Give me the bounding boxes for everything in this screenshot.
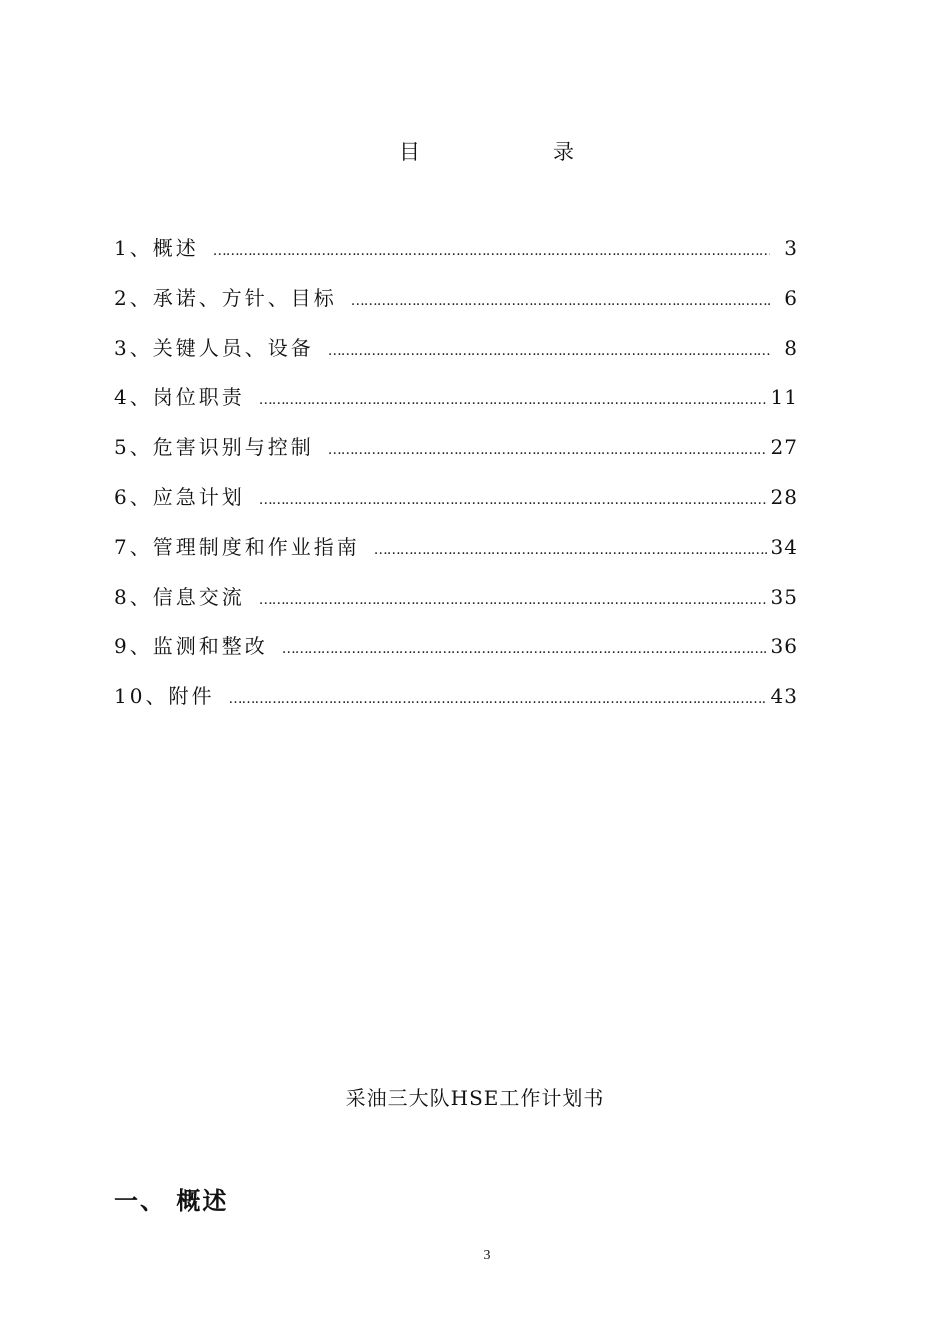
toc-entry[interactable] — [114, 332, 798, 382]
toc-title-left: 目 — [399, 140, 420, 164]
toc-entry-label: 承诺、方针、目标 — [152, 285, 337, 310]
toc-dot-leader — [328, 442, 767, 458]
toc-entry-page: 3 — [784, 236, 798, 260]
toc-entry-page: 6 — [784, 285, 798, 310]
toc-dot-leader — [282, 641, 767, 657]
toc-dot-leader — [259, 392, 767, 408]
toc-entry-number: 5、 — [114, 435, 153, 460]
toc-dot-leader — [351, 293, 770, 309]
toc-entry-number: 3、 — [114, 335, 153, 360]
toc-entry-page: 11 — [770, 385, 798, 410]
toc-entry[interactable] — [114, 531, 798, 581]
toc-dot-leader — [228, 691, 766, 707]
toc-entry-number: 4、 — [114, 385, 153, 410]
toc-entry[interactable] — [114, 381, 798, 431]
toc-title — [0, 136, 950, 168]
toc-entry-label: 关键人员、设备 — [152, 335, 314, 360]
toc-entry-page: 27 — [770, 435, 798, 460]
toc-entry[interactable] — [114, 232, 798, 282]
toc-entry-page: 36 — [770, 634, 798, 659]
toc-entry-label: 概述 — [152, 236, 199, 260]
toc-dot-leader — [328, 343, 770, 359]
toc-entry-number: 7、 — [114, 534, 153, 559]
toc-entry-label: 信息交流 — [152, 584, 245, 609]
toc-entry-label: 监测和整改 — [152, 634, 268, 659]
toc-entry[interactable] — [114, 431, 798, 481]
toc-dot-leader — [259, 492, 767, 508]
toc-dot-leader — [213, 243, 770, 259]
toc-entry[interactable] — [114, 581, 798, 631]
toc-entry[interactable] — [114, 680, 798, 730]
toc-entry-page: 28 — [770, 484, 798, 509]
toc-entry-number: 6、 — [114, 484, 153, 509]
page-number: 3 — [483, 1248, 491, 1263]
toc-dot-leader — [374, 542, 767, 558]
toc-entry-page: 35 — [770, 584, 798, 609]
toc-entry-page: 8 — [784, 335, 798, 360]
toc-entry-label: 岗位职责 — [152, 385, 245, 410]
plan-title: 采油三大队HSE工作计划书 — [345, 1086, 605, 1110]
toc-entry[interactable] — [114, 630, 798, 680]
toc-entry-label: 附件 — [168, 684, 215, 709]
toc-entry-number: 10、 — [114, 684, 169, 709]
toc-entry[interactable] — [114, 282, 798, 332]
toc-entry-number: 8、 — [114, 584, 153, 609]
toc-list — [114, 232, 798, 730]
toc-entry-number: 2、 — [114, 285, 153, 310]
toc-entry[interactable] — [114, 481, 798, 531]
section-heading: 一、 概述 — [114, 1187, 229, 1215]
toc-entry-number: 9、 — [114, 634, 153, 659]
toc-entry-label: 管理制度和作业指南 — [152, 534, 360, 559]
toc-entry-label: 危害识别与控制 — [152, 435, 314, 460]
toc-entry-number: 1、 — [114, 236, 153, 260]
toc-entry-page: 34 — [770, 534, 798, 559]
toc-entry-label: 应急计划 — [152, 484, 245, 509]
toc-dot-leader — [259, 592, 767, 608]
toc-title-right: 录 — [553, 140, 574, 164]
toc-entry-page: 43 — [770, 684, 798, 709]
